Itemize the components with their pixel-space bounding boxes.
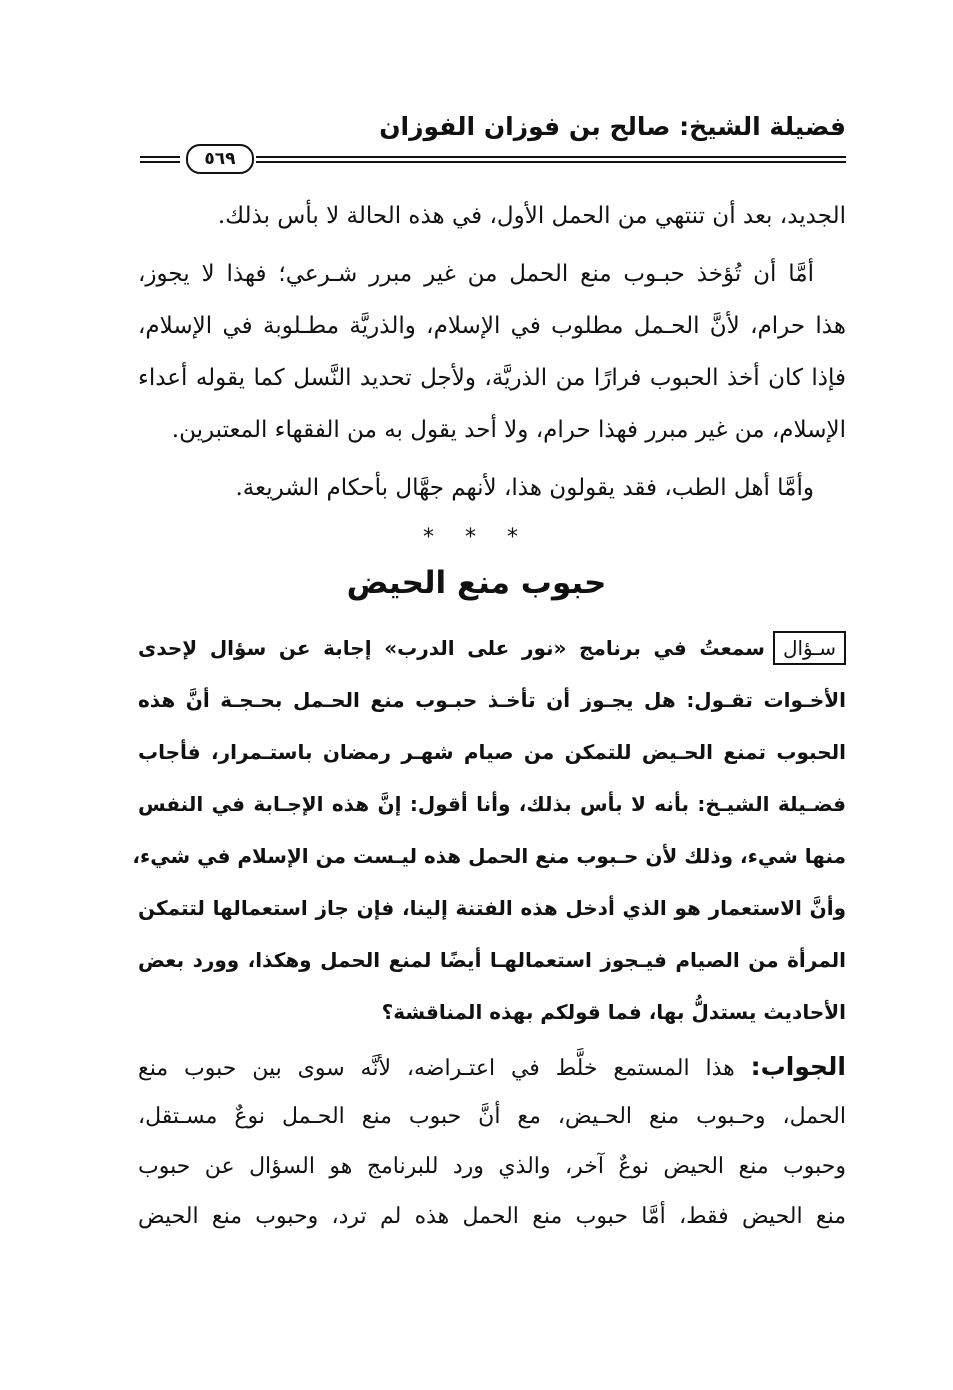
section-separator: * * * <box>423 525 530 550</box>
header-rule-left <box>140 156 180 163</box>
answer-line: الحمل، وحـبوب منع الحـيض، مع أنَّ حبوب منع الحـمل نوعٌ مسـتقل، <box>138 1104 846 1129</box>
answer-label: الجواب: <box>750 1052 846 1081</box>
question-line: سمعتُ في برنامج «نور على الدرب» إجابة عن سؤال لإحدى <box>138 636 765 660</box>
paragraph-line: هذا حرام، لأنَّ الحـمل مطلوب في الإسلام، والذريَّة مطـلوبة في الإسلام، <box>138 313 846 339</box>
header-rule <box>140 148 846 178</box>
question-line: الأخـوات تقـول: هل يجـوز أن تأخـذ حبـوب منع الحـمل بحـجـة أنَّ هذه <box>138 688 846 712</box>
header-rule-right <box>256 156 846 163</box>
question-line: الحبوب تمنع الحـيض للتمكن من صيام شهـر رمضان باستـمرار، فأجاب <box>138 740 846 764</box>
question-line: منها شيء، وذلك لأن حـبوب منع الحمل هذه ليـست من الإسلام في شيء، <box>132 844 846 868</box>
question-label: سـؤال <box>773 631 846 665</box>
paragraph-line: وأمَّا أهل الطب، فقد يقولون هذا، لأنهم جهَّال بأحكام الشريعة. <box>235 475 814 501</box>
paragraph-line: الإسلام، من غير مبرر فهذا حرام، ولا أحد يقول به من الفقهاء المعتبرين. <box>171 417 846 443</box>
question-line-first <box>138 622 846 674</box>
paragraph-line: فإذا كان أخذ الحبوب فرارًا من الذريَّة، ولأجل تحديد النَّسل كما يقوله أعداء <box>138 365 846 391</box>
paragraph-line: الجديد، بعد أن تنتهي من الحمل الأول، في هذه الحالة لا بأس بذلك. <box>217 203 846 229</box>
paragraph-2 <box>138 248 846 456</box>
question-block <box>132 622 846 1038</box>
question-line: وأنَّ الاستعمار هو الذي أدخل هذه الفتنة إلينا، فإن جاز استعمالها لتتمكن <box>138 896 846 920</box>
answer-line: منع الحيض فقط، أمَّا حبوب منع الحمل هذه لم ترد، وحبوب منع الحيض <box>138 1204 846 1229</box>
question-line: الأحاديث يستدلُّ بها، فما قولكم بهذه المناقشة؟ <box>381 1000 846 1024</box>
question-line: المرأة من الصيام فيـجوز استعمالهـا أيضًا لمنع الحمل وهكذا، وورد بعض <box>138 948 846 972</box>
paragraph-1 <box>138 190 846 242</box>
answer-block <box>138 1042 846 1242</box>
page-header <box>140 112 846 172</box>
answer-line: وحبوب منع الحيض نوعٌ آخر، والذي ورد للبرنامج هو السؤال عن حبوب <box>138 1154 846 1179</box>
answer-line: هذا المستمع خلَّط في اعتـراضه، لأنَّه سوى بين حبوب منع <box>138 1056 735 1081</box>
paragraph-line: أمَّا أن تُؤخذ حبـوب منع الحمل من غير مبرر شـرعي؛ فهذا لا يجوز، <box>138 261 814 287</box>
question-line: فضـيلة الشيـخ: بأنه لا بأس بذلك، وأنا أقول: إنَّ هذه الإجـابة في النفس <box>138 792 846 816</box>
answer-line-first <box>138 1042 846 1092</box>
paragraph-3 <box>138 462 846 514</box>
page-number: ٥٦٩ <box>186 144 254 174</box>
running-title: فضيلة الشيخ: صالح بن فوزان الفوزان <box>379 112 846 141</box>
section-heading: حبوب منع الحيض <box>346 565 607 601</box>
